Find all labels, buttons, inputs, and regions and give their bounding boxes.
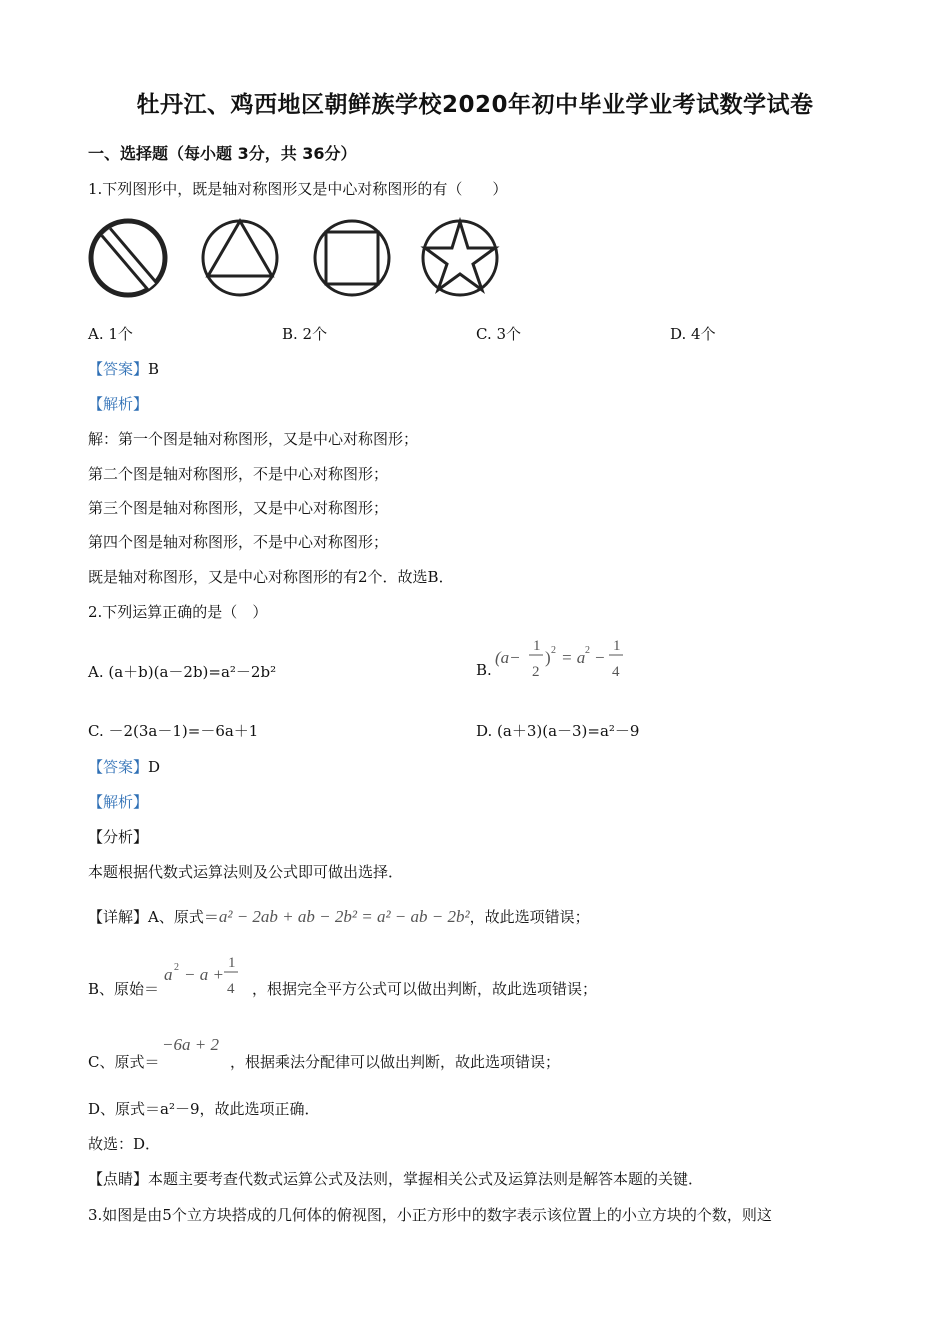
circle-square-figure <box>315 221 389 295</box>
q2-answer <box>88 756 160 777</box>
q2-detail-b-pre: B、原始＝ <box>88 980 160 998</box>
circle-diagonal-bar-figure <box>91 221 165 295</box>
svg-text:1: 1 <box>228 955 236 971</box>
q1-line-2: 第二个图是轴对称图形，不是中心对称图形； <box>88 465 389 483</box>
q2-detail-b-post: ，根据完全平方公式可以做出判断，故此选项错误； <box>252 980 598 998</box>
q2-option-a: A. (a＋b)(a－2b)=a²－2b² <box>88 663 277 681</box>
detail-label: 【详解】 <box>88 908 149 926</box>
q2-stem: 2.下列运算正确的是（ ） <box>88 603 268 621</box>
q1-option-a: A. 1个 <box>88 325 133 343</box>
q2-option-b-formula <box>495 633 645 681</box>
svg-text:− a +: − a + <box>184 965 224 984</box>
q1-answer <box>88 358 159 379</box>
q1-line-1: 解：第一个图是轴对称图形，又是中心对称图形； <box>88 430 419 448</box>
answer-value: D <box>148 758 161 776</box>
q2-option-b-label: B. <box>476 661 492 679</box>
svg-text:2: 2 <box>174 962 179 973</box>
svg-text:2: 2 <box>585 645 590 656</box>
q2-analysis-label: 【解析】 <box>88 793 149 811</box>
q2-detail-b-formula <box>160 950 250 998</box>
q1-stem: 1.下列图形中，既是轴对称图形又是中心对称图形的有（ ） <box>88 180 508 198</box>
detail-a-expr: a² − 2ab + ab − 2b² = a² − ab − 2b² <box>218 907 470 926</box>
q1-option-c: C. 3个 <box>476 325 522 343</box>
q1-line-5: 既是轴对称图形，又是中心对称图形的有2个．故选B． <box>88 568 454 586</box>
q1-analysis-label: 【解析】 <box>88 395 149 413</box>
svg-text:2: 2 <box>532 664 540 680</box>
formula-text: a <box>164 965 173 984</box>
q2-option-c: C. －2(3a－1)=－6a＋1 <box>88 722 259 740</box>
svg-text:4: 4 <box>227 981 235 997</box>
detail-a-pre: A、原式＝ <box>148 908 219 926</box>
q1-option-d: D. 4个 <box>670 325 716 343</box>
q2-choose: 故选：D． <box>88 1135 161 1153</box>
svg-text:): ) <box>545 648 551 667</box>
q2-option-d: D. (a＋3)(a－3)=a²－9 <box>476 722 640 740</box>
svg-text:1: 1 <box>533 638 541 654</box>
dianjing-label: 【点睛】 <box>88 1170 149 1188</box>
circle-star-figure <box>423 221 497 295</box>
q2-fenxi: 本题根据代数式运算法则及公式即可做出选择． <box>88 863 404 881</box>
svg-text:−: − <box>595 648 605 667</box>
circle-triangle-figure <box>203 221 277 295</box>
q2-detail-c-post: ，根据乘法分配律可以做出判断，故此选项错误； <box>230 1053 561 1071</box>
q1-line-3: 第三个图是轴对称图形，又是中心对称图形； <box>88 499 389 517</box>
svg-text:2: 2 <box>551 645 556 656</box>
q3-stem: 3.如图是由5个立方块搭成的几何体的俯视图，小正方形中的数字表示该位置上的小立方块的个数，则这 <box>88 1206 772 1224</box>
q2-detail-c-expr: −6a + 2 <box>162 1035 219 1054</box>
page-title: 牡丹江、鸡西地区朝鲜族学校2020年初中毕业学业考试数学试卷 <box>136 92 814 118</box>
answer-label: 【答案】 <box>88 758 149 776</box>
svg-text:1: 1 <box>613 638 621 654</box>
q1-option-b: B. 2个 <box>282 325 328 343</box>
q2-detail-c-pre: C、原式＝ <box>88 1053 160 1071</box>
q2-fenxi-label: 【分析】 <box>88 828 149 846</box>
svg-text:4: 4 <box>612 664 620 680</box>
detail-a-post: ，故此选项错误； <box>469 908 590 926</box>
q2-dianjing <box>88 1168 703 1189</box>
svg-text:= a: = a <box>561 648 586 667</box>
dianjing-text: 本题主要考查代数式运算公式及法则，掌握相关公式及运算法则是解答本题的关键． <box>148 1170 704 1188</box>
formula-text: (a− <box>495 648 521 667</box>
q1-figures <box>86 210 500 304</box>
q2-detail-a <box>88 906 590 927</box>
answer-label: 【答案】 <box>88 360 149 378</box>
q1-line-4: 第四个图是轴对称图形，不是中心对称图形； <box>88 533 389 551</box>
answer-value: B <box>148 360 160 378</box>
q2-detail-d: D、原式＝a²－9，故此选项正确． <box>88 1100 320 1118</box>
section-heading: 一、选择题（每小题 3分，共 36分） <box>88 144 357 163</box>
